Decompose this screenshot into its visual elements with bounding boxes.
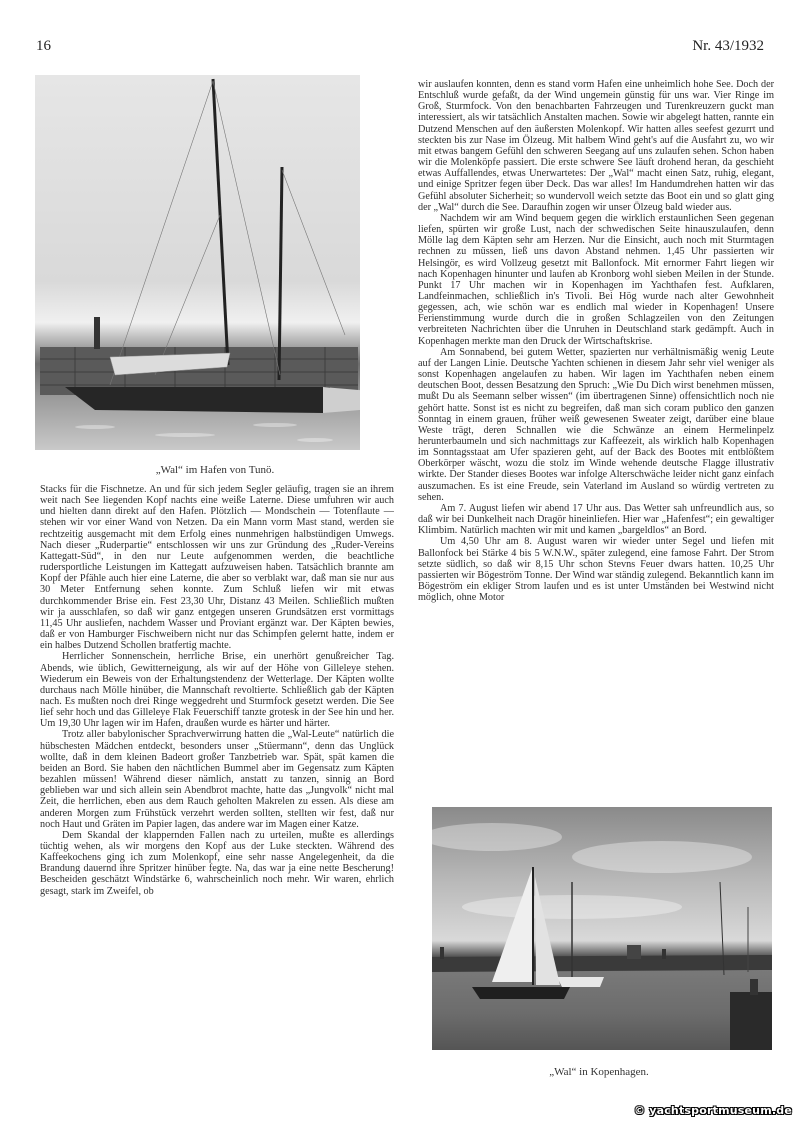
photo-wal-tuno [35,75,360,450]
text-column-left [40,484,394,897]
paragraph: Um 4,50 Uhr am 8. August waren wir wieder unter Segel und liefen mit Ballonfock bei Stärke 4 bis 5 W.N.W., später zulegend, eine famose Fahrt. Der Strom setzte südlich, so daß wir 8,15 Uhr schon Stevns Feuer dwars hatten. 10,25 Uhr passierten wir Bögeström Tonne. Der Wind war ständig zulegend. Bekanntlich kann im Bögeström ein ekliger Strom laufen und es ist unter Umständen bei Westwind nicht möglich, ohne Motor [418,536,774,604]
sailboat-harbor-illustration [35,75,360,450]
paragraph: Trotz aller babylonischer Sprachverwirrung hatten die „Wal-Leute“ natürlich die hübschesten Mädchen entdeckt, besonders unser „Stüermann“, denn das Unglück wollte, daß in dem kleinen Badeort großer Tanzbetrieb war. Spät, spät kamen die beiden an Bord. Sie haben den nächtlichen Bummel aber im Gegensatz zum Käpten bezahlen müssen! Während dieser nämlich, anstatt zu tanzen, sinnig an Bord geblieben war und sich allein sein Abendbrot machte, hatte das „Jungvolk“ nicht mal Zeit, die herrlichen, eben aus dem Rauch geholten Makrelen zu essen. Als diese am anderen Morgen zum Frühstück verzehrt werden sollten, stellten wir fest, daß nur noch Haut und Gräten im Papier lagen, das andere war im Magen einer Katze. [40,729,394,830]
paragraph: Herrlicher Sonnenschein, herrliche Brise, ein unerhört genußreicher Tag. Abends, wie üblich, Gewitterneigung, als wir auf der Höhe von Gilleleye stehen. Wiederum ein Beweis von der Erhaltungstendenz der Wetterlage. Der Käpten wollte durchaus nach Mölle hinüber, die Mannschaft revoltierte. Schließlich gab der Käpten nach. Es mußten noch drei Ringe weggedreht und Sturmfock gesetzt werden. Die See lief sehr hoch und das Gilleleye Flak Feuerschiff tanzte grotesk in der See hin und her. Um 19,30 Uhr lagen wir im Hafen, draußen wurde es härter und härter. [40,651,394,730]
paragraph: Stacks für die Fischnetze. An und für sich jedem Segler geläufig, tragen sie an ihrem weit nach See liegenden Kopf nachts eine weiße Laterne. Diese umfuhren wir auch und hielten dann direkt auf den Hafen. Plötzlich — Mondschein — Totenflaute — stehen wir vor einer Wand von Netzen. Da ein Mann vorm Mast stand, werden sie rechtzeitig ausgemacht mit dem Erfolg eines nunmehrigen halbstündigen Umwegs. Nach dieser „Ruderpartie“ entschlossen wir uns zur Gründung des „Ruder-Vereins Kattegatt-Süd“, in den nur Leute aufgenommen werden, die beachtliche rudersportliche Leistungen im Kattegatt aufzuweisen haben. Tatsächlich brannte am Kopf der Pfähle auch hier eine Laterne, die aber so verblakt war, daß man sie nur aus 30 Meter Entfernung sehen konnte. Zum Schluß liefen wir mit etwas durchkommender Brise ein. Fest 23,30 Uhr, Distanz 43 Meilen. Schließlich mußten wir ja ausschlafen, so daß wir ganz entgegen unseren Grundsätzen erst vormittags 11,45 Uhr ausliefen, nachdem Wasser und Proviant ergänzt war. Der Käpten bewies, daß er von Hamburger Fischweibern nicht nur das Schimpfen gelernt hatte, indem er ein halbes Dutzend Schollen bratfertig machte. [40,484,394,652]
photo-caption-kopenhagen: „Wal“ in Kopenhagen. [549,1066,649,1078]
paragraph: wir auslaufen konnten, denn es stand vorm Hafen eine unheimlich hohe See. Doch der Entschluß wurde gefaßt, da der Wind ungemein günstig für uns war. Vier Ringe im Groß, Sturmfock. Von den benachbarten Fahrzeugen und Turenkreuzern guckt man interessiert, als wir tatsächlich Anstalten machen. Sowie wir abgelegt hatten, rannte ein Dutzend Menschen auf den äußersten Molenkopf. Wir hatten alles seefest gezurrt und steckten bis zur Nase im Ölzeug. Mit halbem Wind geht's auf die Ausfahrt zu, wo wir mit etwas bangem Gefühl den schweren Seegang auf uns zulaufen sehen. Schon haben wir die Molenköpfe passiert. Die erste schwere See läuft drohend heran, da geschieht etwas Auffallendes, etwas Unerwartetes: Der „Wal“ macht einen Satz, ruhig, elegant, und einige Spritzer fegen über Deck. Das war alles! Im Handumdrehen hatten wir das Gefühl absoluter Sicherheit; so wundervoll weich setzte das Boot ein und so glatt ging der „Wal“ durch die See. Daraufhin zogen wir unser Ölzeug bald wieder aus. [418,79,774,213]
paragraph: Nachdem wir am Wind bequem gegen die wirklich erstaunlichen Seen gegenan liefen, spürten wir große Lust, nach der schwedischen Seite hinauszulaufen, denn Mölle lag dem Käpten sehr am Herzen. Nur die Einsicht, auch noch mit Sturmtagen rechnen zu müssen, ließ uns davon Abstand nehmen. 1,45 Uhr passierten wir Helsingör, es wird Vollzeug gesetzt mit Ballonfock. Mit ernormer Fahrt liegen wir nach Kopenhagen hinunter und laufen ab Kronborg wohl sieben Meilen in der Stunde. Punkt 17 Uhr machen wir in Kopenhagen im Yachthafen fest. Aufklaren, Landfeinmachen, schließlich in's Tivoli. Bei Hög wurde nach alter Gewohnheit gegessen, ach, wie schön war es endlich mal wieder in Kopenhagen! Unsere Ferienstimmung wurde durch die in großen Schlagzeilen von den Zeitungen verbreiteten Nachrichten über die Unruhen in Deutschland stark gedämpft. Auch in Kopenhagen merkte man den Druck der Wirtschaftskrise. [418,212,774,347]
photo-caption-tuno: „Wal“ im Hafen von Tunö. [155,464,275,476]
paragraph: Am 7. August liefen wir abend 17 Uhr aus. Das Wetter sah unfreundlich aus, so daß wir bei Dunkelheit nach Dragör hineinliefen. Hier war „Hafenfest“; ein gewaltiger Klimbim. Natürlich machten wir mit und kamen „bargeldlos“ an Bord. [418,502,774,537]
sailboat-kopenhagen-illustration [432,807,772,1050]
page-header [36,38,764,60]
paragraph: Dem Skandal der klappernden Fallen nach zu urteilen, mußte es allerdings tüchtig wehen, als wir morgens den Kopf aus der Luke steckten. Während des Kaffeekochens ging ich zum Molenkopf, eine sehr nasse Angelegenheit, da die Brandung dauernd ihre Spritzer hinüber fegte. Na, das war ja eine nette Bescherung! Bescheiden geschätzt Windstärke 6, wahrscheinlich noch mehr. Wir waren, ehrlich gesagt, stark im Zweifel, ob [40,829,394,897]
paragraph: Am Sonnabend, bei gutem Wetter, spazierten nur verhältnismäßig wenig Leute auf der Langen Linie. Deutsche Yachten schienen in diesem Jahr sehr viel weniger als sonst Kopenhagen angelaufen zu haben. Wir lagen im Yachthafen neben einem deutschen Boot, dessen Besatzung den Spruch: „Wie Du Dich wirst benehmen müssen, mußt Du als Seemann selber wissen“ (im übertragenen Sinne) offensichtlich noch nie gehört hatte. Sonst ist es nicht zu begreifen, daß man sich coram publico den ganzen Sonntag in einem grauen, früher weiß gewesenen Sweater zeigt, darüber eine blaue Weste trägt, deren Schnallen wie die Schwänze an einem Hermelinpelz herunterbaumeln und sich nachmittags zur Kaffeezeit, als wirklich halb Kopenhagen im Sonntagsstaat am Ufer spazieren geht, auf der Back des Bootes mit entblößtem Oberkörper wäscht, wozu die stolz im Winde wehende deutsche Flagge illustrativ wirkte. Der Stander dieses Bootes war infolge Alterschwäche leider nicht ganz einfach auszumachen. Es ist eine Freude, sein Vaterland im Ausland so würdig vertreten zu sehen. [418,346,774,503]
copyright-watermark: © yachtsportmuseum.de [633,1104,792,1117]
photo-wal-kopenhagen [432,807,772,1050]
page-number: 16 [36,38,51,54]
text-column-right [418,79,774,603]
issue-number: Nr. 43/1932 [692,38,764,54]
